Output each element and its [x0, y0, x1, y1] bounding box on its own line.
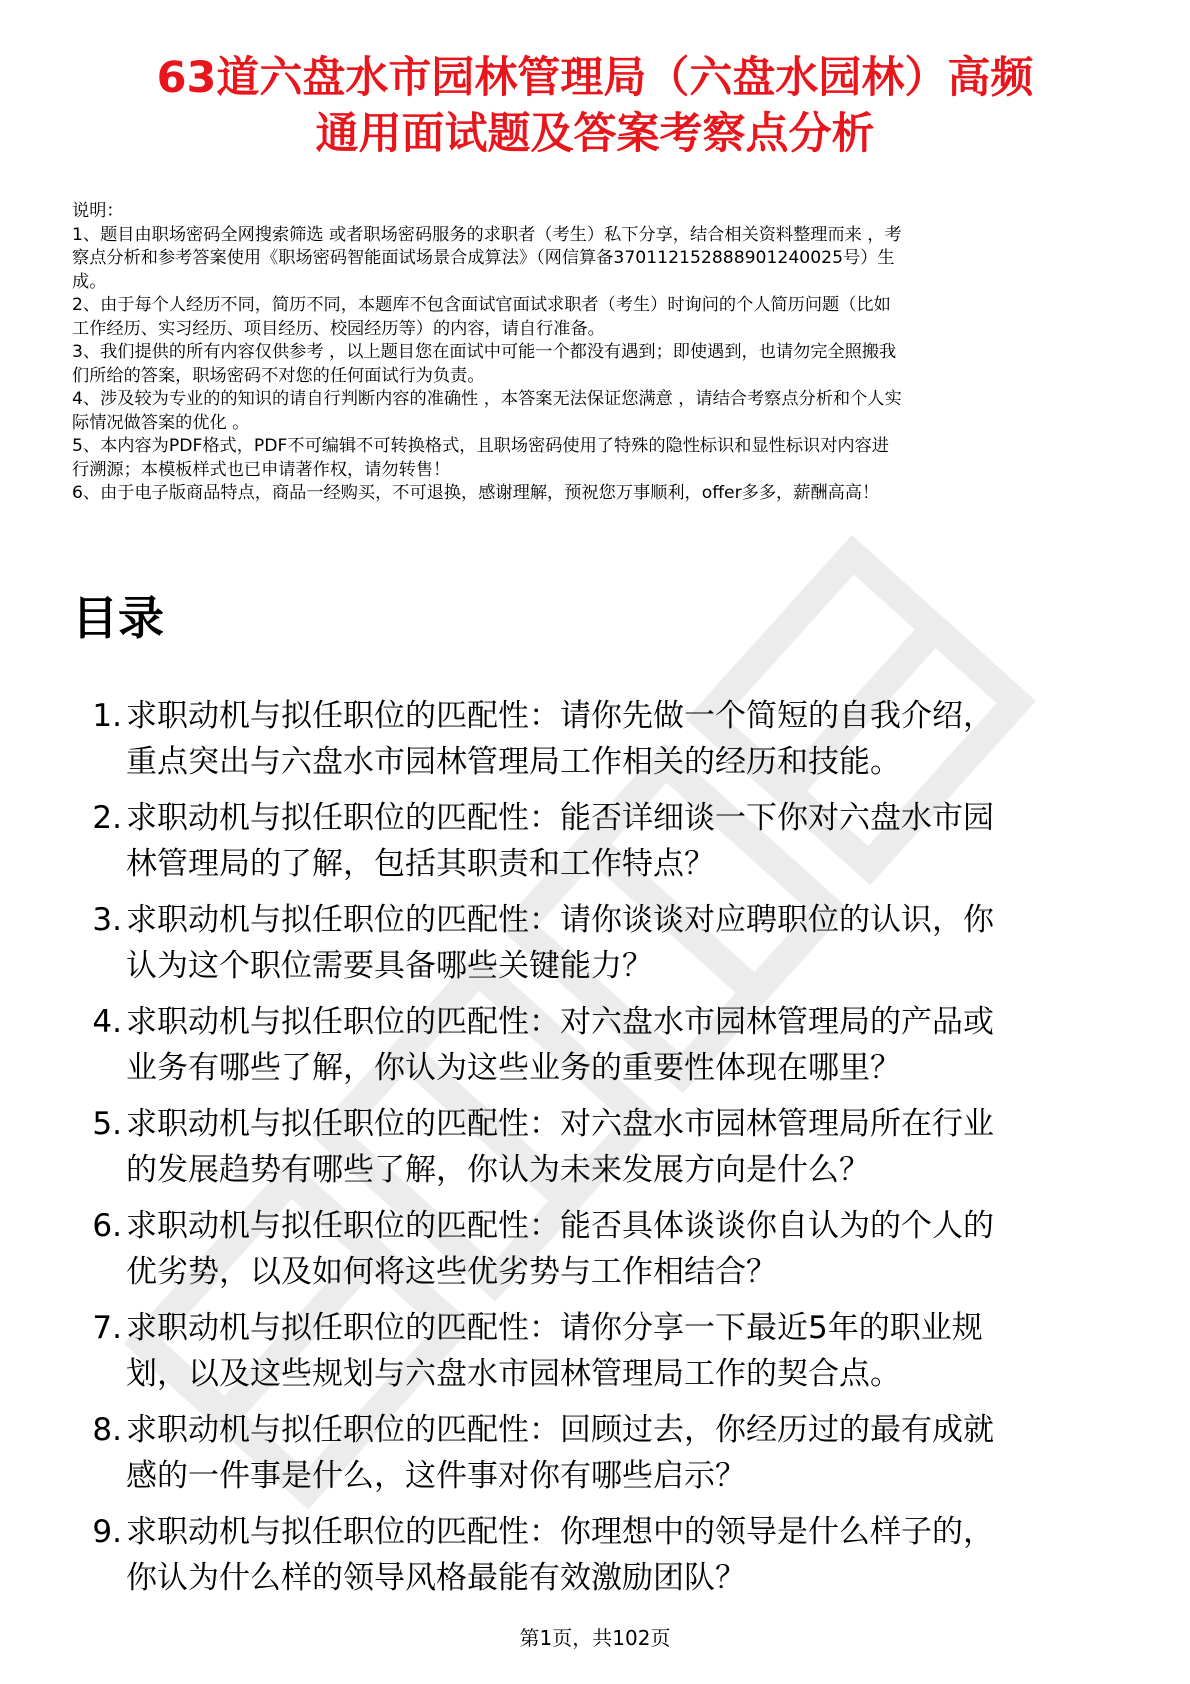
toc-item-number: 8. — [92, 1412, 122, 1448]
disclaimer-notes — [72, 200, 1122, 506]
toc-item-line: 重点突出与六盘水市园林管理局工作相关的经历和技能。 — [126, 744, 901, 780]
toc-item-text — [126, 1509, 1126, 1601]
toc-item-line: 感的一件事是什么，这件事对你有哪些启示？ — [126, 1458, 746, 1494]
notes-heading: 说明： — [72, 201, 124, 221]
table-of-contents — [72, 693, 1132, 1611]
toc-item-line: 求职动机与拟任职位的匹配性：回顾过去，你经历过的最有成就 — [126, 1412, 994, 1448]
toc-item-number: 3. — [92, 902, 122, 938]
toc-item[interactable] — [72, 1407, 1132, 1509]
toc-item[interactable] — [72, 1101, 1132, 1203]
toc-item-line: 认为这个职位需要具备哪些关键能力？ — [126, 948, 653, 984]
toc-item-number: 7. — [92, 1310, 122, 1346]
toc-item-text — [126, 1407, 1126, 1499]
note-line: 察点分析和参考答案使用《职场密码智能面试场景合成算法》（网信算备370112152888901240025号）生 — [72, 248, 895, 268]
toc-item-number: 9. — [92, 1514, 122, 1550]
title-line-1: 63道六盘水市园林管理局（六盘水园林）高频 — [156, 53, 1034, 103]
toc-item-line: 林管理局的了解，包括其职责和工作特点？ — [126, 846, 715, 882]
toc-item-line: 求职动机与拟任职位的匹配性：能否具体谈谈你自认为的个人的 — [126, 1208, 994, 1244]
toc-item[interactable] — [72, 795, 1132, 897]
toc-item-number: 2. — [92, 800, 122, 836]
toc-item[interactable] — [72, 1305, 1132, 1407]
note-line: 1、题目由职场密码全网搜索筛选 或者职场密码服务的求职者（考生）私下分享，结合相关资料整理而来 ，考 — [72, 224, 902, 245]
toc-item-text — [126, 795, 1126, 887]
toc-item[interactable] — [72, 897, 1132, 999]
note-line: 3、我们提供的所有内容仅供参考 ，以上题目您在面试中可能一个都没有遇到；即使遇到，也请勿完全照搬我 — [72, 342, 897, 362]
toc-item-line: 的发展趋势有哪些了解，你认为未来发展方向是什么？ — [126, 1152, 870, 1188]
toc-item-number: 4. — [92, 1004, 122, 1040]
note-line: 成。 — [72, 271, 107, 292]
toc-item-text — [126, 693, 1126, 785]
toc-item-text — [126, 999, 1126, 1091]
toc-item-line: 划，以及这些规划与六盘水市园林管理局工作的契合点。 — [126, 1356, 901, 1392]
toc-item-text — [126, 1101, 1126, 1193]
toc-heading: 目录 — [72, 591, 164, 645]
toc-item-line: 求职动机与拟任职位的匹配性：请你先做一个简短的自我介绍， — [126, 698, 994, 734]
note-line: 工作经历、实习经历、项目经历、校园经历等）的内容，请自行准备。 — [72, 318, 605, 339]
note-line: 6、由于电子版商品特点，商品一经购买，不可退换，感谢理解，预祝您万事顺利，offer多多，薪酬高高！ — [72, 483, 880, 503]
note-line: 们所给的答案，职场密码不对您的任何面试行为负责。 — [72, 365, 485, 386]
toc-item-text — [126, 1203, 1126, 1295]
toc-item-number: 1. — [92, 698, 122, 734]
toc-item-line: 求职动机与拟任职位的匹配性：你理想中的领导是什么样子的， — [126, 1514, 994, 1550]
toc-item-line: 你认为什么样的领导风格最能有效激励团队？ — [126, 1560, 746, 1596]
toc-item[interactable] — [72, 693, 1132, 795]
note-line: 5、本内容为PDF格式，PDF不可编辑不可转换格式，且职场密码使用了特殊的隐性标识和显性标识对内容进 — [72, 436, 889, 456]
toc-item-line: 优劣势，以及如何将这些优劣势与工作相结合？ — [126, 1254, 777, 1290]
page-footer: 第1页，共102页 — [519, 1626, 671, 1650]
toc-item[interactable] — [72, 1203, 1132, 1305]
toc-item-line: 求职动机与拟任职位的匹配性：请你谈谈对应聘职位的认识，你 — [126, 902, 994, 938]
document-title — [60, 50, 1130, 162]
note-line: 际情况做答案的优化 。 — [72, 412, 250, 433]
toc-item-line: 求职动机与拟任职位的匹配性：请你分享一下最近5年的职业规 — [126, 1310, 983, 1346]
title-line-2: 通用面试题及答案考察点分析 — [315, 109, 875, 159]
toc-item-text — [126, 1305, 1126, 1397]
toc-item-line: 业务有哪些了解，你认为这些业务的重要性体现在哪里？ — [126, 1050, 901, 1086]
toc-item-text — [126, 897, 1126, 989]
note-line: 行溯源；本模板样式也已申请著作权，请勿转售！ — [72, 459, 451, 480]
toc-item-line: 求职动机与拟任职位的匹配性：对六盘水市园林管理局所在行业 — [126, 1106, 994, 1142]
note-line: 2、由于每个人经历不同，简历不同，本题库不包含面试官面试求职者（考生）时询问的个人简历问题（比如 — [72, 295, 891, 315]
note-line: 4、涉及较为专业的的知识的请自行判断内容的准确性 ，本答案无法保证您满意 ，请结合考察点分析和个人实 — [72, 389, 902, 409]
toc-item[interactable] — [72, 1509, 1132, 1611]
toc-item-number: 5. — [92, 1106, 122, 1142]
toc-item-line: 求职动机与拟任职位的匹配性：能否详细谈一下你对六盘水市园 — [126, 800, 994, 836]
toc-item-line: 求职动机与拟任职位的匹配性：对六盘水市园林管理局的产品或 — [126, 1004, 994, 1040]
toc-item[interactable] — [72, 999, 1132, 1101]
toc-item-number: 6. — [92, 1208, 122, 1244]
